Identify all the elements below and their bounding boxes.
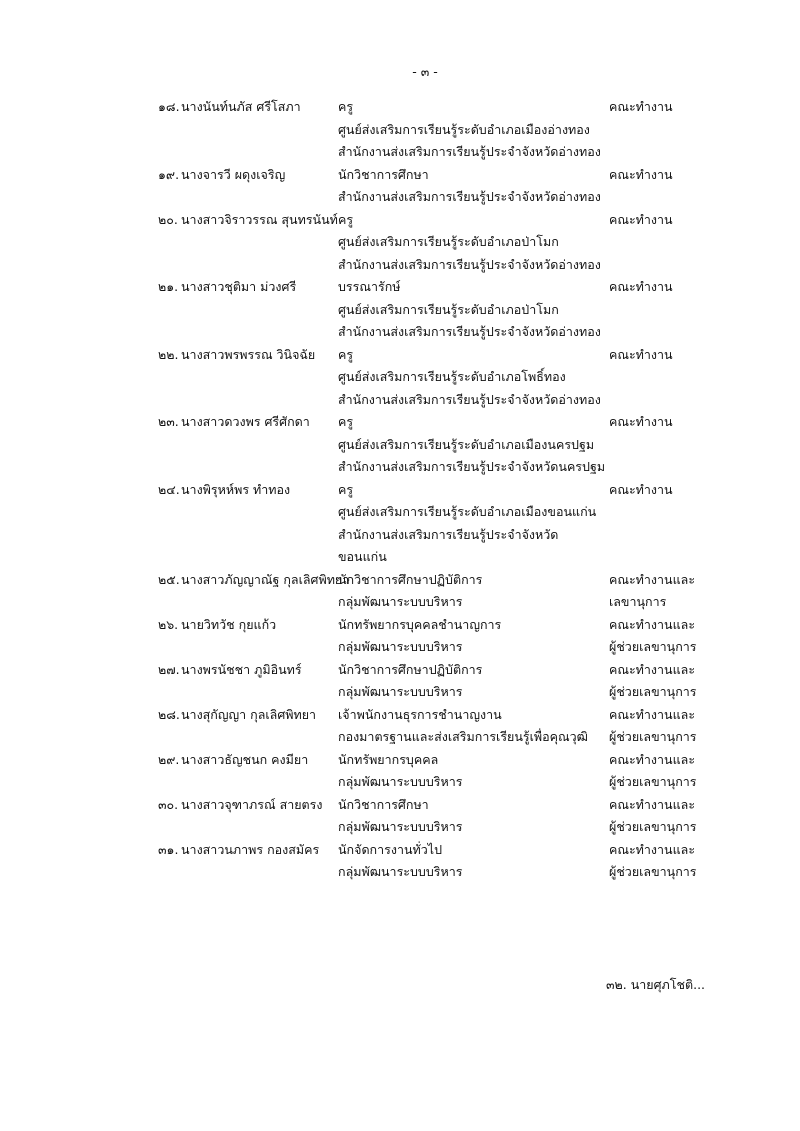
- person-name: นางสาวพรพรรณ วินิจฉัย: [181, 346, 316, 362]
- person-name: นางจารวี ผดุงเจริญ: [181, 166, 286, 182]
- entry-line: [0, 569, 800, 592]
- committee-role: ผู้ช่วยเลขานุการ: [609, 864, 697, 879]
- entry-number: ๓๑.: [158, 841, 179, 857]
- entry-line: [0, 749, 800, 772]
- entry-line: [0, 389, 800, 412]
- entry-line: [0, 456, 800, 479]
- position-title: นักวิชาการศึกษาปฏิบัติการ: [338, 661, 483, 677]
- position-title: นักวิชาการศึกษา: [338, 796, 429, 812]
- entry-line: [0, 501, 800, 524]
- entry-line: [0, 344, 800, 367]
- entry-number: ๑๙.: [158, 166, 180, 182]
- affiliation: สำนักงานส่งเสริมการเรียนรู้ประจำจังหวัดอ่างทอง: [338, 391, 601, 407]
- list-item: [0, 794, 800, 839]
- entry-number: ๒๗.: [158, 661, 180, 677]
- position-title: เจ้าพนักงานธุรการชำนาญงาน: [338, 706, 502, 722]
- committee-role: คณะทำงานและ: [609, 616, 696, 632]
- position-title: ครู: [338, 211, 354, 227]
- committee-role: คณะทำงาน: [609, 211, 673, 227]
- entry-line: [0, 794, 800, 817]
- person-name: นางสาวชุติมา ม่วงศรี: [181, 279, 297, 294]
- committee-role: ผู้ช่วยเลขานุการ: [609, 774, 697, 789]
- entry-line: [0, 321, 800, 344]
- committee-role: คณะทำงาน: [609, 99, 673, 114]
- affiliation: ศูนย์ส่งเสริมการเรียนรู้ระดับอำเภอเมืองนครปฐม: [338, 436, 595, 452]
- list-item: [0, 614, 800, 659]
- person-name: นางสาวนภาพร กองสมัคร: [181, 841, 320, 857]
- person-name: นางสาวดวงพร ศรีศักดา: [181, 414, 310, 429]
- list-item: [0, 164, 800, 209]
- affiliation: กลุ่มพัฒนาระบบบริหาร: [338, 684, 463, 699]
- person-name: นางสุกัญญา กุลเลิศพิทยา: [181, 706, 317, 722]
- person-name: นางพรนัชชา ภูมิอินทร์: [181, 661, 302, 677]
- committee-role: ผู้ช่วยเลขานุการ: [609, 729, 697, 744]
- position-title: นักทรัพยากรบุคคลชำนาญการ: [338, 616, 502, 632]
- affiliation: กลุ่มพัฒนาระบบบริหาร: [338, 819, 463, 834]
- entry-number: ๒๑.: [158, 279, 179, 294]
- entry-number: ๒๖.: [158, 616, 179, 632]
- affiliation: ศูนย์ส่งเสริมการเรียนรู้ระดับอำเภอเมืองอ่างทอง: [338, 121, 590, 137]
- position-title: นักจัดการงานทั่วไป: [338, 841, 443, 857]
- entry-line: [0, 816, 800, 839]
- entry-number: ๒๕.: [158, 571, 180, 587]
- position-title: ครู: [338, 414, 354, 429]
- committee-role: คณะทำงาน: [609, 414, 673, 429]
- entry-line: [0, 411, 800, 434]
- page-number: - ๓ -: [412, 64, 438, 79]
- committee-role: คณะทำงานและ: [609, 841, 696, 857]
- entry-line: [0, 231, 800, 254]
- position-title: ครู: [338, 346, 354, 362]
- entry-line: [0, 704, 800, 727]
- committee-role: คณะทำงาน: [609, 279, 673, 294]
- committee-role: คณะทำงานและ: [609, 706, 696, 722]
- affiliation: ศูนย์ส่งเสริมการเรียนรู้ระดับอำเภอเมืองขอนแก่น: [338, 504, 597, 519]
- committee-role: คณะทำงาน: [609, 346, 673, 362]
- entry-line: [0, 164, 800, 187]
- list-item: [0, 276, 800, 344]
- person-name: นางสาวธัญชนก คงมียา: [181, 751, 309, 767]
- entry-line: [0, 614, 800, 637]
- entry-line: [0, 861, 800, 884]
- person-name: นางนันท์นภัส ศรีโสภา: [181, 99, 301, 114]
- person-name: นางพิรุหห์พร ทำทอง: [181, 481, 291, 497]
- affiliation: สำนักงานส่งเสริมการเรียนรู้ประจำจังหวัดอ่างทอง: [338, 189, 601, 204]
- committee-role: คณะทำงาน: [609, 481, 673, 497]
- entry-line: [0, 254, 800, 277]
- position-title: นักทรัพยากรบุคคล: [338, 751, 439, 767]
- committee-role: คณะทำงานและ: [609, 571, 696, 587]
- affiliation: กลุ่มพัฒนาระบบบริหาร: [338, 594, 463, 609]
- affiliation: กลุ่มพัฒนาระบบบริหาร: [338, 864, 463, 879]
- entry-number: ๒๘.: [158, 706, 180, 722]
- committee-role: คณะทำงานและ: [609, 796, 696, 812]
- entry-line: [0, 636, 800, 659]
- position-title: นักวิชาการศึกษา: [338, 166, 429, 182]
- position-title: ครู: [338, 99, 354, 114]
- list-item: [0, 96, 800, 164]
- affiliation: กลุ่มพัฒนาระบบบริหาร: [338, 639, 463, 654]
- entry-line: [0, 366, 800, 389]
- entry-number: ๒๔.: [158, 481, 180, 497]
- entry-number: ๑๘.: [158, 99, 180, 114]
- entry-line: [0, 141, 800, 164]
- list-item: [0, 411, 800, 479]
- list-item: [0, 209, 800, 277]
- committee-role: ผู้ช่วยเลขานุการ: [609, 639, 697, 654]
- entry-line: [0, 771, 800, 794]
- person-name: นางสาวจิราวรรณ สุนทรนันท์: [181, 211, 338, 227]
- person-name: นางสาวภัญญาณัฐ กุลเลิศพิทยา: [181, 571, 350, 587]
- person-name: นายวิทวัช กุยแก้ว: [181, 616, 277, 632]
- continuation-note: ๓๒. นายศุภโชติ...: [606, 977, 706, 992]
- committee-role: คณะทำงาน: [609, 166, 673, 182]
- entry-line: [0, 276, 800, 299]
- affiliation: สำนักงานส่งเสริมการเรียนรู้ประจำจังหวัดอ่างทอง: [338, 144, 601, 159]
- entry-number: ๒๓.: [158, 414, 179, 429]
- affiliation: สำนักงานส่งเสริมการเรียนรู้ประจำจังหวัดอ่างทอง: [338, 256, 601, 272]
- list-item: [0, 479, 800, 569]
- position-title: นักวิชาการศึกษาปฏิบัติการ: [338, 571, 483, 587]
- committee-role: ผู้ช่วยเลขานุการ: [609, 684, 697, 699]
- committee-role: คณะทำงานและ: [609, 751, 696, 767]
- position-title: ครู: [338, 481, 354, 497]
- committee-role: คณะทำงานและ: [609, 661, 696, 677]
- list-item: [0, 749, 800, 794]
- list-item: [0, 344, 800, 412]
- committee-role: เลขานุการ: [609, 594, 667, 609]
- list-item: [0, 839, 800, 884]
- affiliation: กลุ่มพัฒนาระบบบริหาร: [338, 774, 463, 789]
- entry-line: [0, 119, 800, 142]
- entry-line: [0, 299, 800, 322]
- entry-line: [0, 524, 800, 547]
- entry-line: [0, 839, 800, 862]
- entry-number: ๒๐.: [158, 211, 178, 227]
- list-item: [0, 659, 800, 704]
- appointee-list: [0, 96, 800, 884]
- entry-line: [0, 209, 800, 232]
- entry-line: [0, 546, 800, 569]
- committee-role: ผู้ช่วยเลขานุการ: [609, 819, 697, 834]
- entry-line: [0, 434, 800, 457]
- affiliation: สำนักงานส่งเสริมการเรียนรู้ประจำจังหวัดนครปฐม: [338, 459, 606, 474]
- entry-line: [0, 726, 800, 749]
- entry-line: [0, 479, 800, 502]
- affiliation: ศูนย์ส่งเสริมการเรียนรู้ระดับอำเภอป่าโมก: [338, 301, 559, 317]
- affiliation: สำนักงานส่งเสริมการเรียนรู้ประจำจังหวัด: [338, 526, 559, 542]
- person-name: นางสาวจุฑาภรณ์ สายตรง: [181, 796, 323, 812]
- list-item: [0, 569, 800, 614]
- affiliation: ศูนย์ส่งเสริมการเรียนรู้ระดับอำเภอป่าโมก: [338, 234, 559, 249]
- entry-line: [0, 186, 800, 209]
- affiliation: กองมาตรฐานและส่งเสริมการเรียนรู้เพื่อคุณวุฒิ: [338, 729, 588, 744]
- entry-number: ๒๙.: [158, 751, 180, 767]
- affiliation: ศูนย์ส่งเสริมการเรียนรู้ระดับอำเภอโพธิ์ทอง: [338, 369, 566, 384]
- entry-line: [0, 96, 800, 119]
- affiliation: สำนักงานส่งเสริมการเรียนรู้ประจำจังหวัดอ่างทอง: [338, 324, 601, 339]
- entry-number: ๓๐.: [158, 796, 179, 812]
- position-title: บรรณารักษ์: [338, 279, 401, 294]
- entry-line: [0, 681, 800, 704]
- affiliation: ขอนแก่น: [338, 549, 387, 564]
- entry-line: [0, 591, 800, 614]
- entry-line: [0, 659, 800, 682]
- list-item: [0, 704, 800, 749]
- entry-number: ๒๒.: [158, 346, 179, 362]
